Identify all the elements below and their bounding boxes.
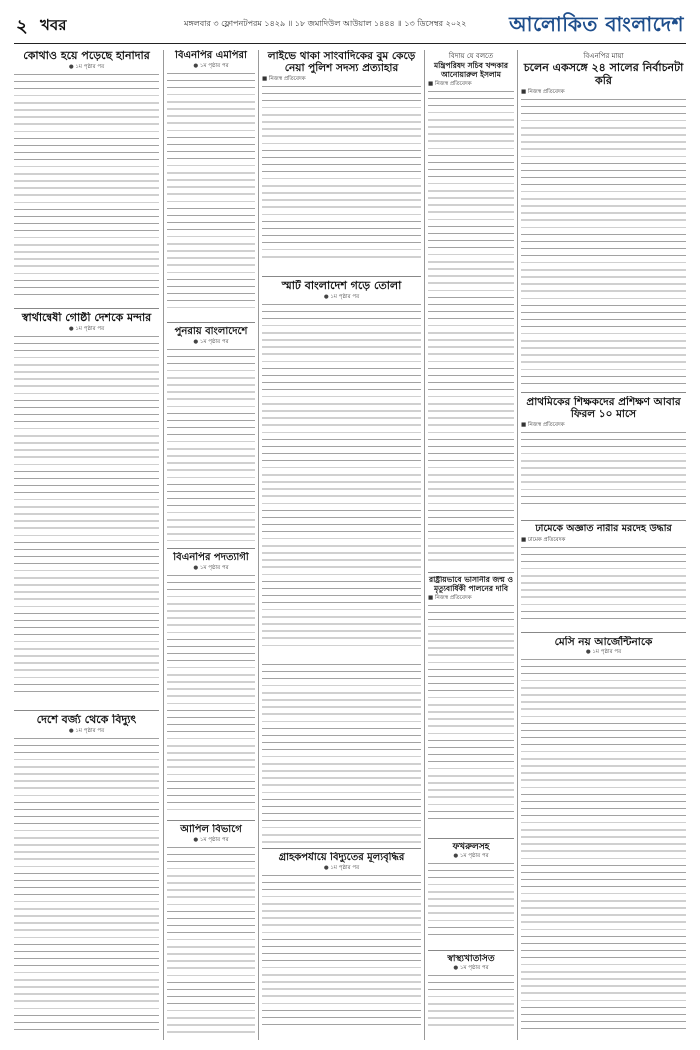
masthead [14, 10, 686, 44]
headline: রাষ্ট্রীয়ভাবে ভাসানীর জন্ম ও মৃত্যুবার্ষিকী পালনের দাবি [429, 576, 513, 593]
headline: পুনরায় বাংলাদেশে [174, 326, 248, 337]
article-body [521, 99, 686, 384]
article-a3 [14, 714, 159, 1040]
article-a14 [428, 954, 514, 1040]
continued-note: ● ১ম পৃষ্ঠার পর [585, 649, 622, 656]
column-rule [163, 50, 164, 1040]
headline: বিএনপির এমপিরা [175, 50, 247, 61]
divider [167, 548, 255, 549]
column-rule [517, 50, 518, 1040]
divider [521, 520, 686, 521]
article-a9 [262, 280, 421, 660]
byline: ■ নিজস্ব প্রতিবেদক [262, 76, 306, 83]
divider [167, 322, 255, 323]
article-a11 [428, 50, 514, 570]
divider [428, 572, 514, 573]
continued-note: ● ১ম পৃষ্ঠার পর [68, 727, 105, 734]
article-a16 [521, 396, 686, 518]
divider [167, 820, 255, 821]
headline: গ্রাহকপর্যায়ে বিদ্যুতের মূল্যবৃদ্ধির [278, 852, 405, 863]
article-a10 [262, 852, 421, 1040]
headline: স্বাস্থ্যখাতসিত [447, 954, 495, 964]
byline: ■ ঢামেক প্রতিবেদক [521, 536, 566, 543]
dateline: মঙ্গলবার ৩ ফ্লোপনটপরম ১৪২৯ ॥ ১৮ জমাদিউল আউয়াল ১৪৪৪ ॥ ১৩ ডিসেম্বর ২০২২ [184, 19, 467, 28]
article-a12 [428, 576, 514, 836]
article-body [167, 847, 255, 1033]
divider [428, 950, 514, 951]
continued-note: ● ১ম পৃষ্ঠার পর [193, 564, 229, 571]
article-a5 [167, 326, 255, 546]
headline: দেশে বর্জ্য থেকে বিদ্যুৎ [36, 714, 137, 726]
continued-note: ● ১ম পৃষ্ঠার পর [323, 864, 360, 871]
continued-note: ● ১ম পৃষ্ঠার পর [68, 325, 105, 332]
article-a6 [167, 552, 255, 818]
headline: স্মার্ট বাংলাদেশ গড়ে তোলা [281, 280, 402, 292]
continued-note: ● ১ম পৃষ্ঠার পর [193, 62, 229, 69]
divider [428, 838, 514, 839]
article-body [262, 664, 421, 844]
article-a13 [428, 842, 514, 948]
article-a17 [521, 524, 686, 630]
article-body [521, 659, 686, 1029]
continued-note: ● ১ম পৃষ্ঠার পর [323, 293, 360, 300]
headline: ফখরুলসহ [452, 842, 490, 852]
headline: লাইভে থাকা সাংবাদিকের বুম কেড়ে নেয়া পুলিশ সদস্য প্রত্যাহার [267, 50, 416, 75]
article-body [428, 863, 514, 939]
column-rule [258, 50, 259, 1040]
continued-note: ● ১ম পৃষ্ঠার পর [68, 63, 105, 70]
divider [521, 632, 686, 633]
divider [14, 710, 159, 711]
article-a15 [521, 50, 686, 390]
divider [14, 308, 159, 309]
article-a1 [14, 50, 159, 306]
divider [521, 392, 686, 393]
section-title: খবর [40, 16, 67, 34]
divider [262, 848, 421, 849]
byline: ■ নিজস্ব প্রতিবেদক [428, 81, 472, 88]
kicker: বিদায় যে বলতে [448, 52, 494, 60]
headline: মন্ত্রিপরিষদ সচিব খন্দকার আনোয়ারুল ইসলাম [434, 61, 508, 79]
headline: কোথাও হয়ে পড়েছে হানাদার [23, 50, 150, 62]
continued-note: ● ১ম পৃষ্ঠার পর [193, 338, 229, 345]
article-body [262, 875, 421, 1031]
column-rule [424, 50, 425, 1040]
byline: ■ নিজস্ব প্রতিবেদক [521, 422, 565, 429]
article-body [167, 349, 255, 541]
continued-note: ● ১ম পৃষ্ঠার পর [453, 853, 489, 860]
byline: ■ নিজস্ব প্রতিবেদক [428, 595, 472, 602]
article-body [167, 575, 255, 811]
article-a4 [167, 50, 255, 320]
article-a8 [262, 50, 421, 275]
article-body [14, 336, 159, 698]
article-body [428, 91, 514, 561]
article-body [167, 73, 255, 313]
article-body [521, 432, 686, 508]
article-body [262, 304, 421, 652]
article-body [14, 738, 159, 1031]
headline: মেসি নয় আর্জেন্টিনাকে [554, 636, 653, 648]
continued-note: ● ১ম পৃষ্ঠার পর [453, 965, 489, 972]
article-a7 [167, 824, 255, 1040]
continued-note: ● ১ম পৃষ্ঠার পর [193, 836, 229, 843]
article-body [428, 975, 514, 1031]
article-body [521, 547, 686, 623]
brand-logo: আলোকিত বাংলাদেশ [509, 12, 684, 36]
divider [262, 276, 421, 277]
page-number: ২ [16, 16, 28, 37]
headline: স্বার্থান্বেষী গোষ্ঠী দেশকে মন্দার [21, 312, 152, 324]
headline: চলেন একসঙ্গে ২৪ সালের নির্বাচনটা করি [523, 61, 684, 87]
headline: বিএনপির পদত্যাগী [173, 552, 249, 563]
headline: প্রাথমিকের শিক্ষকদের প্রশিক্ষণ আবার ফিরল ১০ মাসে [526, 396, 681, 421]
headline: আপিল বিভাগে [180, 824, 242, 835]
article-a2 [14, 312, 159, 707]
byline: ■ নিজস্ব প্রতিবেদক [521, 89, 565, 96]
article-body [262, 86, 421, 261]
article-a18 [521, 636, 686, 1040]
kicker: বিএনপির মায়া [583, 52, 624, 60]
article-body [14, 74, 159, 296]
article-body [428, 605, 514, 823]
headline: ঢামেকে অজ্ঞাত নারীর মরদেহ উদ্ধার [535, 524, 672, 534]
